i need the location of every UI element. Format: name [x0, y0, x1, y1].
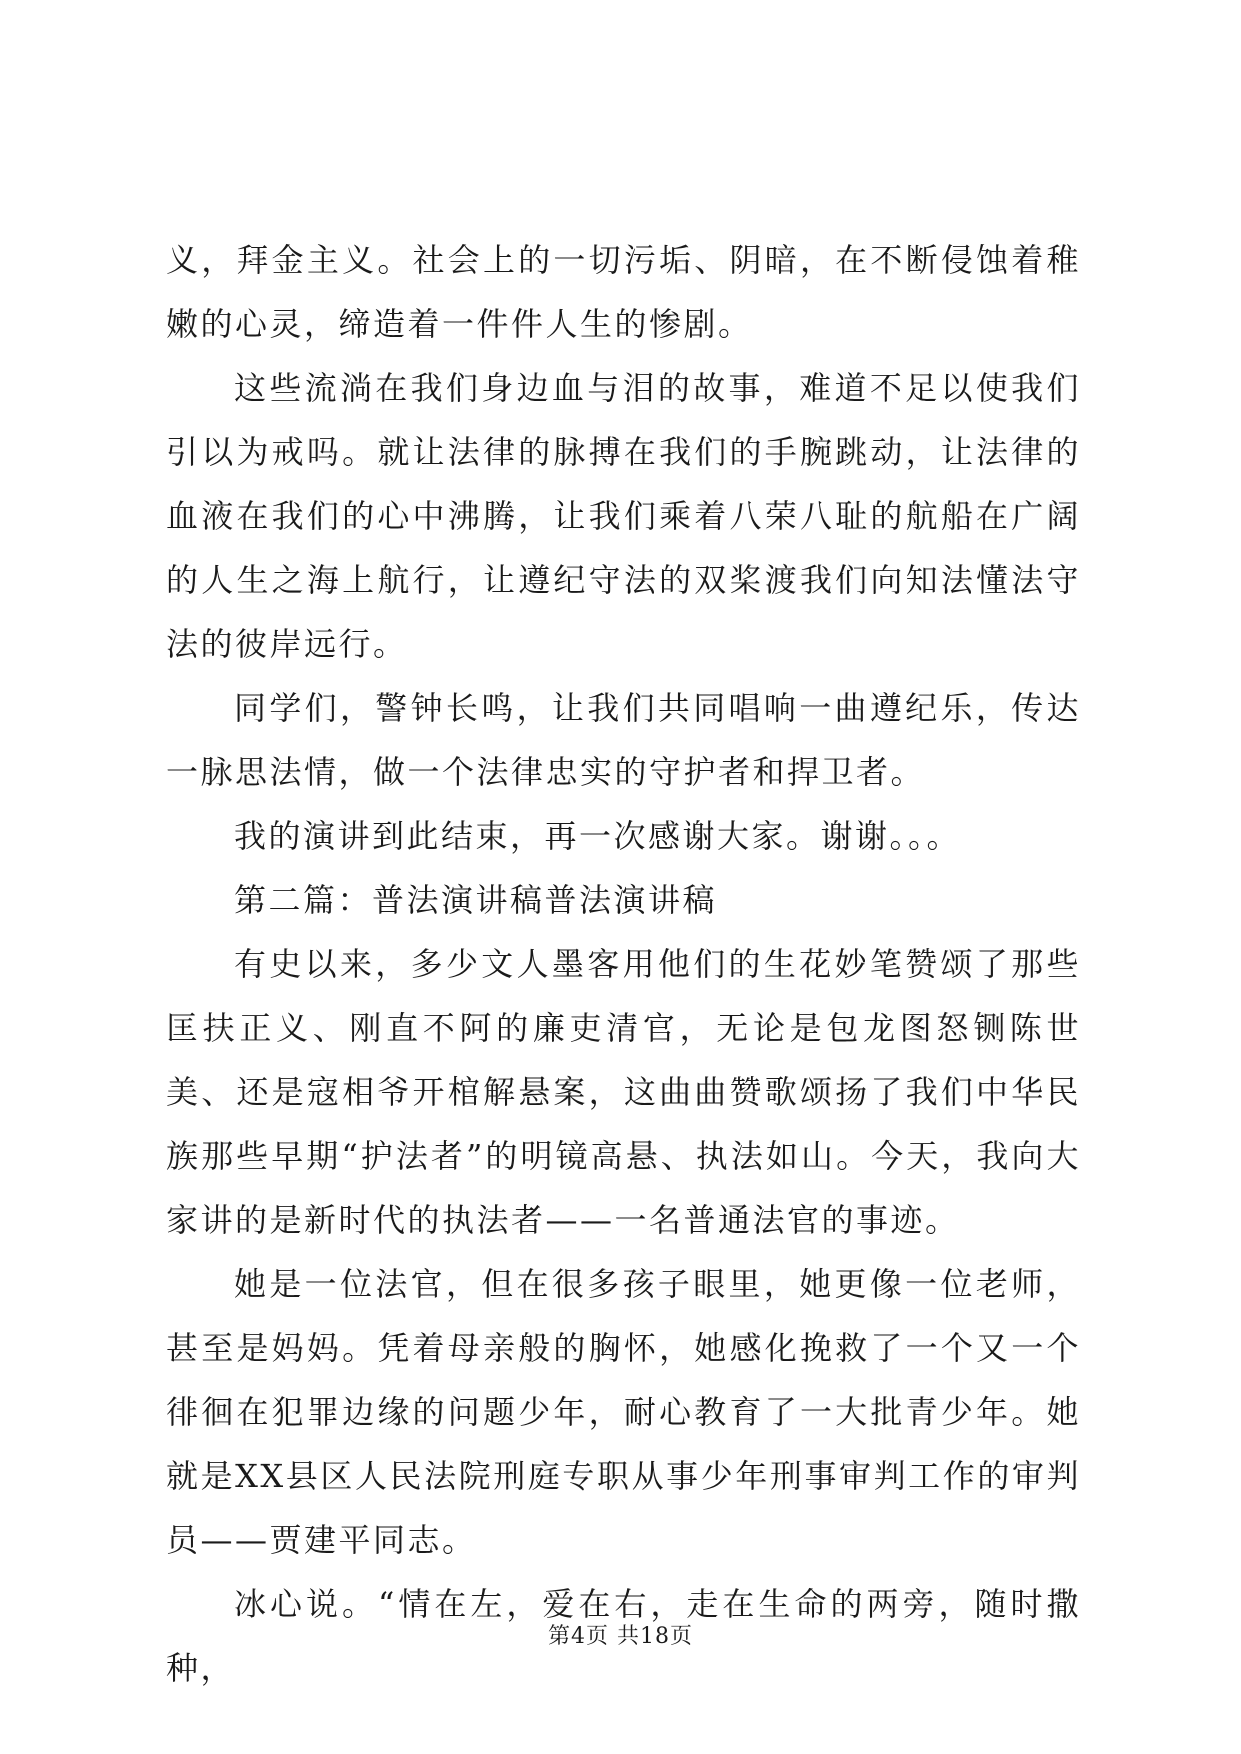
paragraph: 同学们，警钟长鸣，让我们共同唱响一曲遵纪乐，传达一脉思法情，做一个法律忠实的守护者和捍卫者。 [166, 689, 1081, 791]
paragraph: 有史以来，多少文人墨客用他们的生花妙笔赞颂了那些匡扶正义、刚直不阿的廉吏清官，无论是包龙图怒铡陈世美、还是寇相爷开棺解悬案，这曲曲赞歌颂扬了我们中华民族那些早期“护法者”的明镜高悬、执法如山。今天，我向大家讲的是新时代的执法者——一名普通法官的事迹。 [166, 945, 1081, 1239]
section-heading: 第二篇：普法演讲稿普法演讲稿 [234, 881, 718, 919]
paragraph: 这些流淌在我们身边血与泪的故事，难道不足以使我们引以为戒吗。就让法律的脉搏在我们的手腕跳动，让法律的血液在我们的心中沸腾，让我们乘着八荣八耻的航船在广阔的人生之海上航行，让遵纪守法的双桨渡我们向知法懂法守法的彼岸远行。 [166, 369, 1081, 663]
paragraph: 冰心说。“情在左，爱在右，走在生命的两旁，随时撒种， [166, 1585, 1081, 1687]
paragraph-continued: 义，拜金主义。社会上的一切污垢、阴暗，在不断侵蚀着稚嫩的心灵，缔造着一件件人生的惨剧。 [166, 241, 1081, 343]
page-number-footer: 第4页 共18页 [548, 1624, 693, 1649]
paragraph: 我的演讲到此结束，再一次感谢大家。谢谢。。。 [234, 817, 962, 855]
document-body [166, 228, 1081, 1700]
paragraph: 她是一位法官，但在很多孩子眼里，她更像一位老师，甚至是妈妈。凭着母亲般的胸怀，她感化挽救了一个又一个徘徊在犯罪边缘的问题少年，耐心教育了一大批青少年。她就是XX县区人民法院刑庭专职从事少年刑事审判工作的审判员——贾建平同志。 [166, 1265, 1081, 1559]
